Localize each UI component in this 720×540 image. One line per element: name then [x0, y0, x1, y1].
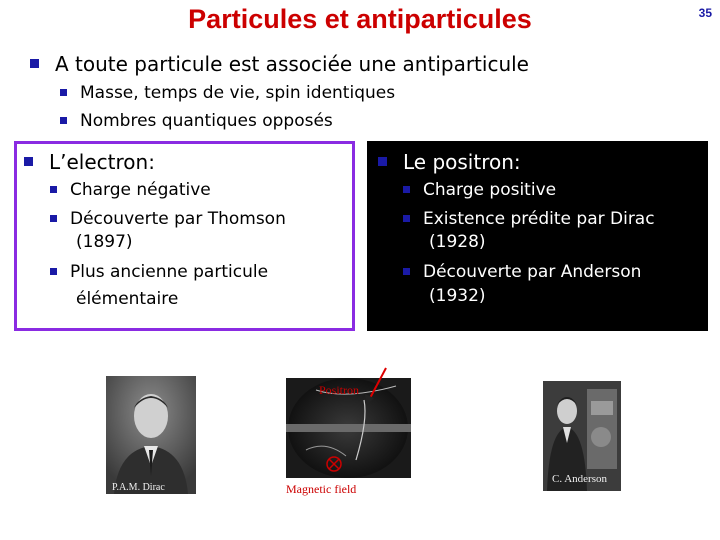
positron-heading: [378, 150, 521, 174]
slide-title: Particules et antiparticules: [188, 4, 532, 34]
main-bullet-text: A toute particule est associée une antiparticule: [55, 52, 529, 76]
electron-item: [50, 262, 268, 282]
positron-heading-text: Le positron:: [403, 150, 521, 174]
square-bullet-icon: [60, 117, 67, 124]
square-bullet-icon: [50, 215, 57, 222]
cloud-chamber-photo: [286, 360, 411, 498]
electron-item-continuation: élémentaire: [76, 289, 179, 309]
electron-heading-text: L’electron:: [49, 150, 155, 174]
sub-bullet: [60, 83, 395, 103]
square-bullet-icon: [50, 268, 57, 275]
square-bullet-icon: [60, 89, 67, 96]
magnetic-field-label: Magnetic field: [286, 482, 357, 496]
positron-label: Positron: [319, 383, 360, 397]
electron-item: [50, 180, 211, 200]
sub-bullet-text: Masse, temps de vie, spin identiques: [80, 83, 396, 103]
dirac-photo: [106, 376, 196, 494]
electron-item: [50, 209, 286, 229]
square-bullet-icon: [378, 157, 387, 166]
anderson-photo: [543, 381, 621, 491]
square-bullet-icon: [403, 215, 410, 222]
electron-heading: [24, 150, 155, 174]
anderson-caption: C. Anderson: [552, 473, 607, 485]
square-bullet-icon: [30, 59, 39, 68]
positron-item-continuation: (1928): [429, 232, 486, 252]
sub-bullet: [60, 111, 333, 131]
positron-item-continuation: (1932): [429, 286, 486, 306]
square-bullet-icon: [50, 186, 57, 193]
square-bullet-icon: [403, 268, 410, 275]
electron-item-text: Découverte par Thomson: [70, 209, 286, 229]
positron-item: [403, 262, 641, 282]
positron-item: [403, 180, 556, 200]
arrow-icon: [360, 366, 392, 408]
square-bullet-icon: [403, 186, 410, 193]
square-bullet-icon: [24, 157, 33, 166]
portrait-icon: [106, 376, 196, 494]
page-number: 35: [698, 6, 712, 20]
positron-item: [403, 209, 655, 229]
electron-item-text: Plus ancienne particule: [70, 262, 269, 282]
sub-bullet-text: Nombres quantiques opposés: [80, 111, 333, 131]
positron-item-text: Charge positive: [423, 180, 557, 200]
electron-item-continuation: (1897): [76, 232, 133, 252]
cloud-chamber-image: [286, 360, 411, 498]
positron-item-text: Découverte par Anderson: [423, 262, 642, 282]
main-bullet: [30, 52, 529, 76]
positron-item-text: Existence prédite par Dirac: [423, 209, 655, 229]
electron-item-text: Charge négative: [70, 180, 211, 200]
dirac-caption: P.A.M. Dirac: [112, 482, 165, 493]
